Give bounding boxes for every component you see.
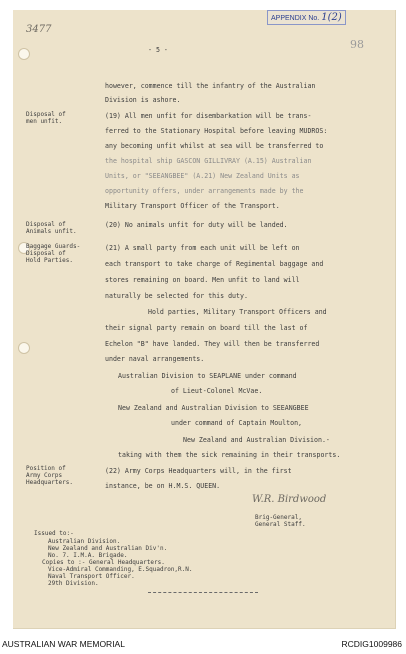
body-line: (19) All men unfit for disembarkation will be trans- [105, 112, 312, 120]
body-line: each transport to take charge of Regimental baggage and [105, 260, 324, 268]
body-line: however, commence till the infantry of the Australian [105, 82, 316, 90]
body-line: taking with them the sick remaining in their transports. [118, 451, 341, 459]
distribution-line: No. 7. I.M.A. Brigade. [48, 552, 128, 559]
body-line: opportunity offers, under arrangements made by the [105, 187, 304, 195]
body-line: Military Transport Officer of the Transport. [105, 202, 280, 210]
distribution-line: Copies to :- General Headquarters. [42, 559, 165, 566]
body-line: ferred to the Stationary Hospital before leaving MUDROS: [105, 127, 328, 135]
body-line: under command of Captain Moulton, [171, 419, 303, 427]
body-line: Units, or "SEEANGBEE" (A.21) New Zealand Units as [105, 172, 300, 180]
issued-to-heading: Issued to:- [34, 530, 74, 537]
body-line: (22) Army Corps Headquarters will, in the first [105, 467, 292, 475]
margin-heading-army-corps-hq: Position of Army Corps Headquarters. [26, 465, 73, 486]
body-line: New Zealand and Australian Division.- [183, 436, 330, 444]
body-line: (21) A small party from each unit will be left on [105, 244, 300, 252]
body-line: (20) No animals unfit for duty will be landed. [105, 221, 288, 229]
distribution-line: 29th Division. [48, 580, 99, 587]
signature-title: Brig-General, General Staff. [255, 514, 306, 528]
body-line: naturally be selected for this duty. [105, 292, 248, 300]
body-line: Division is ashore. [105, 96, 181, 104]
punch-hole [18, 48, 30, 60]
closing-rule [148, 592, 258, 593]
appendix-number: 1(2) [321, 12, 342, 23]
punch-hole [18, 342, 30, 354]
appendix-label: APPENDIX No. [271, 15, 320, 22]
margin-heading-baggage-guards: Baggage Guards- Disposal of Hold Parties. [26, 243, 81, 264]
page-marker: - 5 - [148, 46, 168, 54]
distribution-line: Australian Division. [48, 538, 121, 545]
body-line: New Zealand and Australian Division to SEEANGBEE [118, 404, 309, 412]
corner-number: 3477 [26, 24, 52, 35]
distribution-line: New Zealand and Australian Div'n. [48, 545, 168, 552]
margin-heading-men-unfit: Disposal of men unfit. [26, 111, 66, 125]
body-line: stores remaining on board. Men unfit to land will [105, 276, 300, 284]
body-line: any becoming unfit whilst at sea will be transferred to [105, 142, 324, 150]
appendix-stamp [267, 10, 346, 25]
body-line: the hospital ship GASCON GILLIVRAY (A.15) Australian [105, 157, 312, 165]
footer-record-id: RCDIG1009986 [341, 639, 402, 649]
distribution-line: Naval Transport Officer. [48, 573, 135, 580]
margin-heading-animals-unfit: Disposal of Animals unfit. [26, 221, 77, 235]
distribution-line: Vice-Admiral Commanding, E.Squadron,R.N. [48, 566, 193, 573]
body-line: instance, be on H.M.S. QUEEN. [105, 482, 221, 490]
body-line: Echelon "B" have landed. They will then be transferred [105, 340, 320, 348]
body-line: under naval arrangements. [105, 355, 205, 363]
body-line: their signal party remain on board till the last of [105, 324, 308, 332]
body-line: Hold parties, Military Transport Officers and [148, 308, 327, 316]
footer-archive-name: AUSTRALIAN WAR MEMORIAL [2, 639, 125, 649]
body-line: of Lieut-Colonel McVae. [171, 387, 263, 395]
pencil-page-number: 98 [350, 38, 364, 51]
signature: W.R. Birdwood [252, 494, 327, 505]
body-line: Australian Division to SEAPLANE under command [118, 372, 297, 380]
